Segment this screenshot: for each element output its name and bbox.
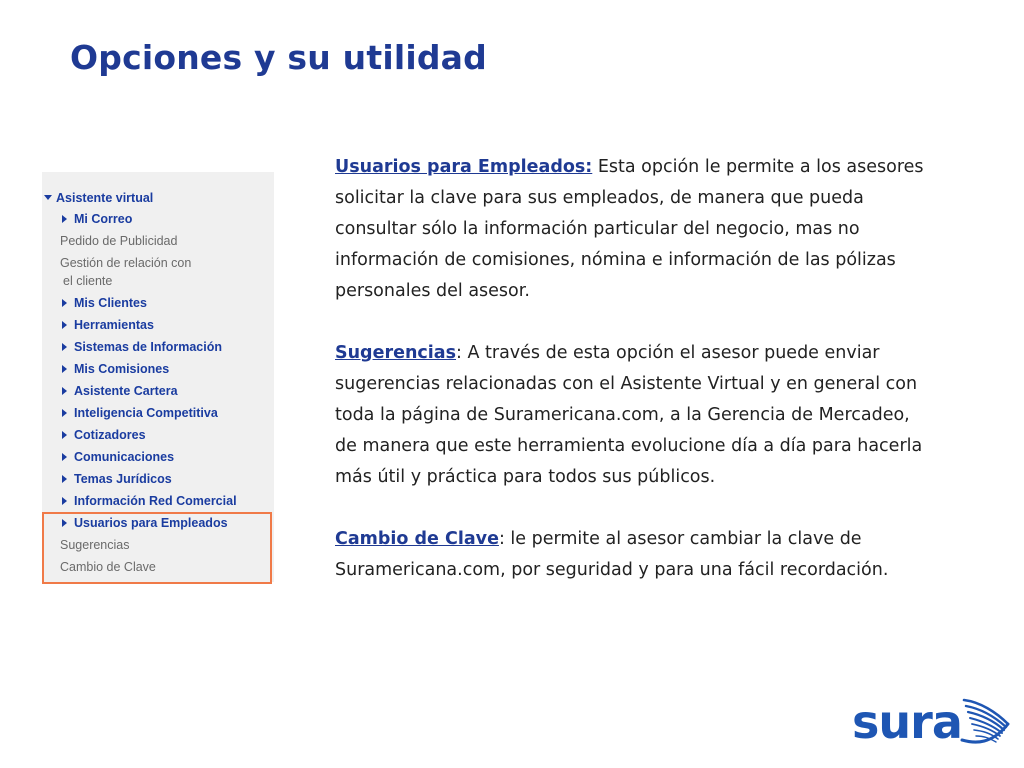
menu-item-label: Mis Clientes <box>74 296 147 310</box>
sura-logo-text: sura <box>852 695 962 749</box>
menu-item-comunicaciones[interactable] <box>62 450 174 465</box>
term-usuarios-empleados: Usuarios para Empleados: <box>335 157 593 177</box>
menu-item-label: Información Red Comercial <box>74 494 237 508</box>
menu-item-mis-clientes[interactable] <box>62 296 147 311</box>
triangle-right-icon <box>62 409 67 417</box>
menu-item-cotizadores[interactable] <box>62 428 146 443</box>
menu-item-label: Cotizadores <box>74 428 146 442</box>
menu-item-sugerencias[interactable] <box>60 538 130 553</box>
section-sugerencias <box>335 338 935 493</box>
triangle-right-icon <box>62 497 67 505</box>
section-usuarios-empleados <box>335 152 935 307</box>
term-sugerencias: Sugerencias <box>335 343 457 363</box>
triangle-right-icon <box>62 321 67 329</box>
menu-item-label: Sugerencias <box>60 538 130 552</box>
menu-item-mis-comisiones[interactable] <box>62 362 169 377</box>
description-text <box>335 152 935 617</box>
triangle-right-icon <box>62 365 67 373</box>
menu-item-cambio-clave[interactable] <box>60 560 156 575</box>
menu-item-label: Asistente Cartera <box>74 384 178 398</box>
term-cambio-clave: Cambio de Clave <box>335 529 499 549</box>
menu-item-inteligencia-competitiva[interactable] <box>62 406 218 421</box>
sura-logo <box>852 692 1012 752</box>
triangle-right-icon <box>62 299 67 307</box>
triangle-right-icon <box>62 215 67 223</box>
menu-item-temas-juridicos[interactable] <box>62 472 172 487</box>
menu-item-label: Inteligencia Competitiva <box>74 406 218 420</box>
menu-item-label: Usuarios para Empleados <box>74 516 228 530</box>
menu-item-pedido-publicidad[interactable] <box>60 234 177 249</box>
menu-item-label: Cambio de Clave <box>60 560 156 574</box>
menu-item-label: Comunicaciones <box>74 450 175 464</box>
menu-item-label: Mi Correo <box>74 212 133 226</box>
menu-item-label: Gestión de relación con <box>60 256 192 270</box>
menu-item-label: Pedido de Publicidad <box>60 234 178 248</box>
triangle-right-icon <box>62 343 67 351</box>
menu-item-usuarios-empleados[interactable] <box>62 516 228 531</box>
description-cambio-clave: : le permite al asesor cambiar la clave de Suramericana.com, por seguridad y para una fácil recordación. <box>335 529 889 580</box>
menu-item-sistemas-informacion[interactable] <box>62 340 222 355</box>
sura-wing-icon <box>956 694 1012 750</box>
menu-header-label: Asistente virtual <box>56 191 154 205</box>
triangle-right-icon <box>62 453 67 461</box>
triangle-right-icon <box>62 431 67 439</box>
triangle-right-icon <box>62 387 67 395</box>
menu-item-informacion-red-comercial[interactable] <box>62 494 237 509</box>
menu-item-label: el cliente <box>63 274 113 288</box>
menu-item-label: Mis Comisiones <box>74 362 170 376</box>
triangle-right-icon <box>62 519 67 527</box>
page-title: Opciones y su utilidad <box>70 38 487 77</box>
menu-item-gestion-relacion-cont[interactable] <box>63 274 112 289</box>
menu-item-label: Temas Jurídicos <box>74 472 172 486</box>
menu-item-label: Herramientas <box>74 318 154 332</box>
asistente-virtual-menu <box>42 172 274 582</box>
section-cambio-clave <box>335 524 935 586</box>
menu-item-mi-correo[interactable] <box>62 212 132 227</box>
triangle-down-icon <box>44 195 52 200</box>
menu-item-herramientas[interactable] <box>62 318 154 333</box>
menu-item-gestion-relacion[interactable] <box>60 256 191 271</box>
description-usuarios-empleados: Esta opción le permite a los asesores solicitar la clave para sus empleados, de manera que pueda consultar sólo la información particular del negocio, mas no información de comisiones, nómina e información de las pólizas personales del asesor. <box>335 157 924 301</box>
menu-header-asistente-virtual[interactable] <box>44 191 153 206</box>
menu-item-asistente-cartera[interactable] <box>62 384 178 399</box>
description-sugerencias: : A través de esta opción el asesor puede enviar sugerencias relacionadas con el Asistente Virtual y en general con toda la página de Suramericana.com, a la Gerencia de Mercadeo, de manera que este herramienta evolucione día a día para hacerla más útil y práctica para todos sus públicos. <box>335 343 923 487</box>
triangle-right-icon <box>62 475 67 483</box>
menu-item-label: Sistemas de Información <box>74 340 222 354</box>
